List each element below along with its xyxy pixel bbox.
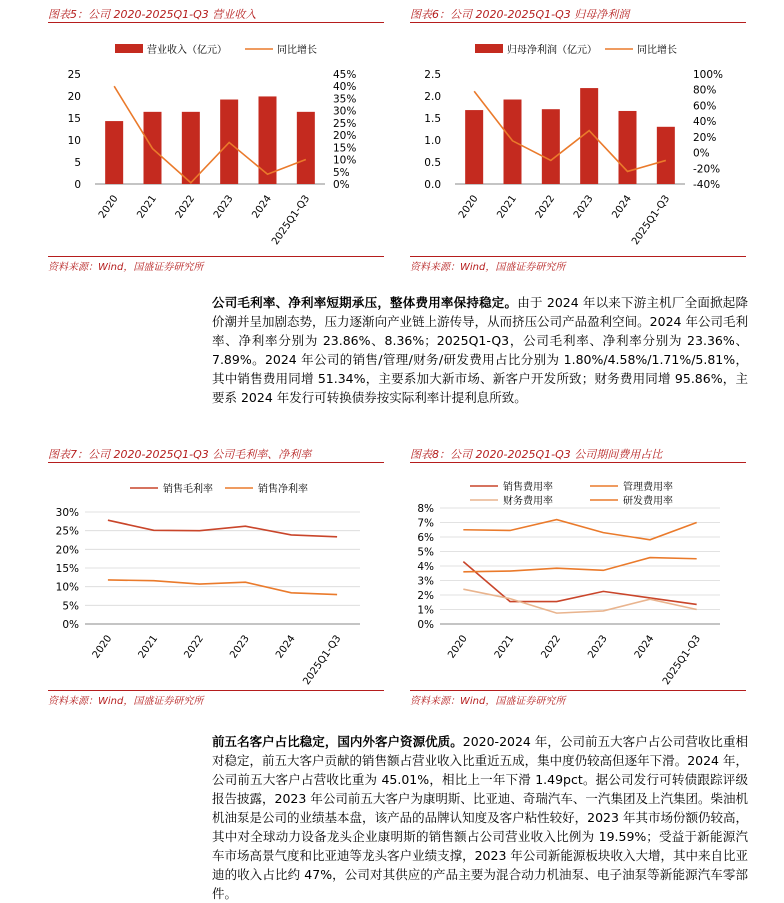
line-series	[463, 562, 696, 605]
x-tick-label: 2024	[610, 193, 634, 221]
x-tick-label: 2022	[182, 633, 207, 661]
legend-label: 营业收入（亿元）	[147, 45, 227, 56]
line-series	[108, 580, 337, 595]
x-tick-label: 2024	[250, 193, 274, 221]
y-tick-label: 10	[67, 135, 81, 147]
line-series	[108, 520, 337, 537]
y2-tick-label: 20%	[693, 131, 717, 144]
legend-label: 财务费用率	[503, 496, 553, 507]
y-tick-label: 0%	[417, 619, 434, 631]
x-tick-label: 2023	[586, 633, 610, 661]
caption-divider	[410, 462, 746, 463]
x-tick-label: 2020	[457, 193, 481, 221]
y-tick-label: 2.0	[424, 91, 441, 103]
y-tick-label: 20	[67, 91, 81, 103]
paragraph-heading: 前五名客户占比稳定，国内外客户资源优质。	[212, 734, 463, 749]
y-tick-label: 15%	[55, 563, 79, 575]
y-tick-label: 2%	[417, 590, 434, 602]
y2-tick-label: 40%	[693, 116, 717, 129]
source-divider	[48, 256, 384, 257]
y2-tick-label: 80%	[693, 84, 717, 97]
x-tick-label: 2022	[533, 193, 558, 221]
y2-tick-label: 35%	[333, 93, 357, 106]
source-divider	[410, 690, 746, 691]
y-tick-label: 0	[74, 179, 81, 191]
y2-tick-label: 10%	[333, 154, 357, 167]
source-note: 资料来源：Wind，国盛证券研究所	[410, 262, 566, 273]
analysis-paragraph	[212, 293, 748, 407]
x-tick-label: 2024	[274, 633, 298, 661]
y-tick-label: 10%	[55, 581, 79, 594]
y2-tick-label: 0%	[333, 179, 350, 191]
y2-tick-label: 20%	[333, 130, 357, 143]
source-note: 资料来源：Wind，国盛证券研究所	[48, 696, 204, 707]
y-tick-label: 25%	[55, 525, 79, 538]
chart-net-profit	[400, 30, 760, 265]
paragraph-heading: 公司毛利率、净利率短期承压，整体费用率保持稳定。	[212, 295, 518, 310]
y-tick-label: 5%	[62, 600, 79, 613]
y-tick-label: 0.0	[424, 179, 441, 191]
chart-expense-ratios	[400, 470, 760, 690]
legend-label: 销售费用率	[503, 482, 553, 493]
paragraph-body: 由于 2024 年以来下游主机厂全面掀起降价潮并呈加剧态势，压力逐渐向产业链上游传导，从而挤压公司产品盈利空间。2024 年公司毛利率、净利率分别为 23.86%、8.36%；2025Q1-Q3，公司毛利率、净利率分别为 23.36%、7.89%。2024 年公司的销售/管理/财务/研发费用占比分别为 1.80%/4.58%/1.71%/5.81%，其中销售费用同增 51.34%，主要系加大新市场、新客户开发所致；财务费用同增 95.86%，主要系 2024 年发行可转换债券按实际利率计提利息所致。	[212, 295, 748, 405]
legend-label: 同比增长	[277, 45, 317, 56]
y2-tick-label: 45%	[333, 69, 357, 81]
x-tick-label: 2022	[173, 193, 198, 221]
y2-tick-label: -40%	[693, 179, 721, 191]
x-tick-label: 2023	[572, 193, 596, 221]
source-divider	[48, 690, 384, 691]
y-tick-label: 0%	[62, 619, 79, 631]
y-tick-label: 3%	[417, 575, 434, 588]
legend-label: 同比增长	[637, 45, 677, 56]
source-note: 资料来源：Wind，国盛证券研究所	[410, 696, 566, 707]
legend-label: 归母净利润（亿元）	[507, 45, 597, 56]
x-tick-label: 2023	[228, 633, 252, 661]
y-tick-label: 0.5	[424, 157, 441, 169]
bar	[259, 96, 277, 184]
source-note: 资料来源：Wind，国盛证券研究所	[48, 262, 204, 273]
chart-revenue	[40, 30, 400, 265]
chart-margins	[40, 470, 400, 690]
y-tick-label: 8%	[417, 503, 434, 515]
y2-tick-label: 60%	[693, 100, 717, 113]
y2-tick-label: 5%	[333, 166, 350, 179]
y-tick-label: 25	[67, 69, 81, 81]
bar	[657, 127, 675, 184]
bar	[542, 109, 560, 184]
paragraph-body: 2020-2024 年，公司前五大客户占公司营收比重相对稳定，前五大客户贡献的销售额占营业收入比重近五成，集中度仍较高但逐年下滑。2024 年，公司前五大客户占营收比重为 45.01%，相比上一年下滑 1.49pct。据公司发行可转债跟踪评级报告披露，2023 年公司前五大客户为康明斯、比亚迪、奇瑞汽车、一汽集团及上汽集团。柴油机机油泵是公司的业绩基本盘，该产品的品牌认知度及客户粘性较好，2023 年其市场份额仍较高，其中对全球动力设备龙头企业康明斯的销售额占公司营业收入比例为 19.59%；受益于新能源汽车市场高景气度和比亚迪等龙头客户业绩支撑，2023 年公司新能源板块收入大增，其中来自比亚迪的收入占比约 47%，公司对其供应的产品主要为混合动力机油泵、电子油泵等新能源汽车零部件。	[212, 734, 748, 901]
bar	[504, 100, 522, 184]
y-tick-label: 1.5	[424, 113, 441, 125]
y-tick-label: 5	[74, 157, 81, 169]
x-tick-label: 2021	[135, 193, 159, 221]
x-tick-label: 2025Q1-Q3	[301, 633, 344, 688]
y-tick-label: 15	[67, 113, 81, 125]
figure-caption: 图表8：公司 2020-2025Q1-Q3 公司期间费用占比	[410, 448, 663, 461]
y2-tick-label: 100%	[693, 69, 724, 81]
legend-label: 销售净利率	[258, 484, 308, 495]
y-tick-label: 1.0	[424, 135, 441, 147]
bar	[105, 121, 123, 184]
bar	[182, 112, 200, 184]
legend-label: 管理费用率	[623, 482, 673, 493]
y-tick-label: 30%	[55, 507, 79, 519]
source-divider	[410, 256, 746, 257]
figure-caption: 图表6：公司 2020-2025Q1-Q3 归母净利润	[410, 8, 630, 21]
caption-divider	[48, 462, 384, 463]
x-tick-label: 2020	[97, 193, 121, 221]
x-tick-label: 2022	[539, 633, 564, 661]
x-tick-label: 2025Q1-Q3	[270, 193, 313, 248]
x-tick-label: 2020	[446, 633, 470, 661]
x-tick-label: 2023	[212, 193, 236, 221]
legend-swatch-bar	[475, 44, 503, 53]
x-tick-label: 2020	[90, 633, 115, 661]
legend-swatch-bar	[115, 44, 143, 53]
x-tick-label: 2021	[492, 633, 517, 661]
bar	[619, 111, 637, 184]
y-tick-label: 6%	[417, 532, 434, 544]
line-series	[114, 86, 306, 183]
y2-tick-label: 30%	[333, 105, 357, 118]
analysis-paragraph	[212, 732, 748, 903]
line-series	[463, 558, 696, 572]
y-tick-label: 1%	[417, 604, 434, 617]
caption-divider	[410, 22, 746, 23]
x-tick-label: 2025Q1-Q3	[630, 193, 673, 248]
x-tick-label: 2024	[632, 633, 657, 661]
y2-tick-label: 0%	[693, 147, 710, 160]
y2-tick-label: -20%	[693, 163, 721, 176]
y-tick-label: 5%	[417, 546, 434, 559]
legend-label: 销售毛利率	[163, 484, 213, 495]
bar	[297, 112, 315, 184]
caption-divider	[48, 22, 384, 23]
y2-tick-label: 15%	[333, 142, 357, 155]
figure-caption: 图表5：公司 2020-2025Q1-Q3 营业收入	[48, 8, 257, 21]
figure-caption: 图表7：公司 2020-2025Q1-Q3 公司毛利率、净利率	[48, 448, 312, 461]
y-tick-label: 7%	[417, 517, 434, 530]
x-tick-label: 2025Q1-Q3	[660, 633, 704, 688]
y-tick-label: 2.5	[424, 69, 441, 81]
y-tick-label: 4%	[417, 561, 434, 573]
line-series	[474, 91, 666, 171]
y-tick-label: 20%	[55, 544, 79, 557]
x-tick-label: 2021	[495, 193, 519, 221]
bar	[465, 110, 483, 184]
y2-tick-label: 40%	[333, 81, 357, 94]
x-tick-label: 2021	[136, 633, 161, 661]
legend-label: 研发费用率	[623, 496, 673, 507]
y2-tick-label: 25%	[333, 117, 357, 130]
